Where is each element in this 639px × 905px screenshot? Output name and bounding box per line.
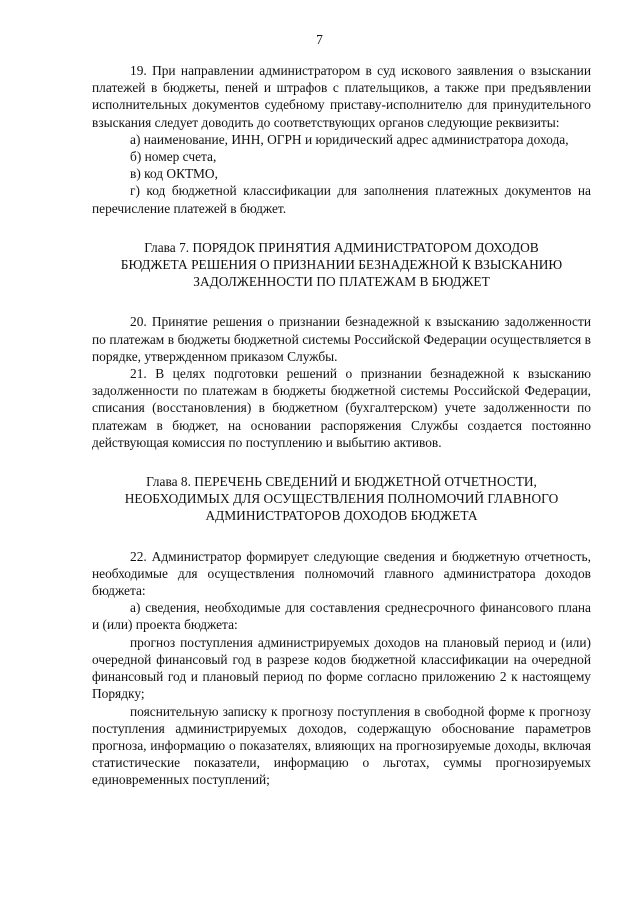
- chapter-7-line-2: БЮДЖЕТА РЕШЕНИЯ О ПРИЗНАНИИ БЕЗНАДЕЖНОЙ К ВЗЫСКАНИЮ: [120, 257, 563, 273]
- explanatory-note-paragraph: пояснительную записку к прогнозу поступления в свободной форме к прогнозу поступления администрируемых доходов, содержащую обоснование параметров прогноза, информацию о показателях, влияющих на прогнозируемые доходы, включая статистические показатели, информацию о льготах, суммы прогнозируемых единовременных поступлений;: [92, 703, 591, 788]
- item-19-sub-a: а) наименование, ИНН, ОГРН и юридический адрес администратора дохода,: [130, 131, 569, 147]
- item-19-line-1: 19. При направлении администратором в суд искового заявления о: [130, 63, 531, 78]
- chapter-8-line-2: НЕОБХОДИМЫХ ДЛЯ ОСУЩЕСТВЛЕНИЯ ПОЛНОМОЧИЙ ГЛАВНОГО: [124, 491, 559, 507]
- item-19-paragraph: [92, 62, 591, 131]
- item-19-line-5: соответствующих органов следующие реквизиты:: [273, 114, 560, 130]
- item-19-line-2: взыскании платежей в бюджеты, пеней и штрафов с плательщиков, а также: [92, 63, 591, 96]
- item-19-sub-v: в) код ОКТМО,: [130, 166, 218, 182]
- item-20-paragraph: 20. Принятие решения о признании безнадежной к взысканию задолженности по платежам в бюджеты бюджетной системы Российской Федерации осуществляется в порядке, утвержденном приказом Службы.: [92, 314, 591, 364]
- chapter-7-line-1: Глава 7. ПОРЯДОК ПРИНЯТИЯ АДМИНИСТРАТОРОМ ДОХОДОВ: [144, 239, 539, 255]
- chapter-8-line-1: Глава 8. ПЕРЕЧЕНЬ СВЕДЕНИЙ И БЮДЖЕТНОЙ ОТЧЕТНОСТИ,: [146, 474, 537, 490]
- chapter-8-line-3: АДМИНИСТРАТОРОВ ДОХОДОВ БЮДЖЕТА: [205, 508, 478, 524]
- item-19-line-3: при предъявлении исполнительных документов судебному приставу-: [92, 80, 592, 113]
- item-22-sub-a: а) сведения, необходимые для составления среднесрочного финансового плана и (или) проекта бюджета:: [92, 600, 591, 633]
- item-19-sub-g: г) код бюджетной классификации для заполнения платежных документов на перечисление платежей в бюджет.: [92, 183, 591, 216]
- chapter-8-heading: [92, 473, 591, 525]
- item-19-line-4: исполнителю для принудительного взыскания следует доводить до: [92, 97, 591, 130]
- item-22-paragraph: 22. Администратор формирует следующие сведения и бюджетную отчетность, необходимые для осуществления полномочий главного администратора доходов бюджета:: [92, 548, 591, 599]
- forecast-paragraph: прогноз поступления администрируемых доходов на плановый период и (или) очередной финансовый год в разрезе кодов бюджетной классификации на очередной финансовый год и плановый период по форме согласно приложению 2 к настоящему Порядку;: [92, 634, 591, 702]
- document-body: [92, 62, 591, 789]
- item-19-sub-b: б) номер счета,: [130, 149, 217, 165]
- page-number: 7: [316, 32, 323, 47]
- item-21-paragraph: 21. В целях подготовки решений о признании безнадежной к взысканию задолженности по платежам в бюджеты бюджетной системы Российской Федерации, списания (восстановления) в бюджетном (бухгалтерском) учете задолженности по платежам в бюджет, на основании распоряжения Службы создается постоянно действующая комиссия по поступлению и выбытию активов.: [92, 366, 591, 450]
- chapter-7-line-3: ЗАДОЛЖЕННОСТИ ПО ПЛАТЕЖАМ В БЮДЖЕТ: [193, 274, 490, 290]
- chapter-7-heading: [92, 239, 591, 291]
